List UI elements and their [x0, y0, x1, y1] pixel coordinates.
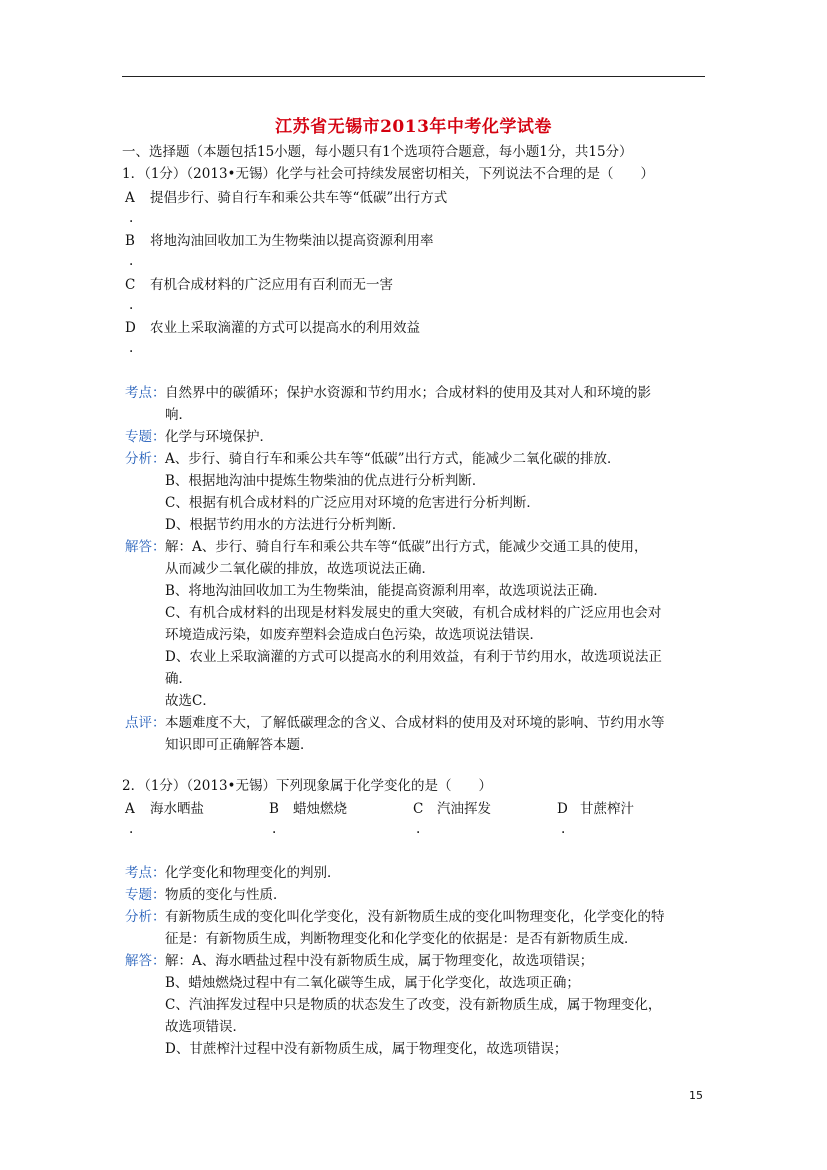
q1-dianping-label: 点评：: [125, 715, 166, 731]
q2-option-d-dot: .: [561, 821, 566, 837]
q1-fenxi-line: D、根据节约用水的方法进行分析判断．: [165, 517, 406, 533]
q2-kaodian-label: 考点：: [125, 865, 166, 881]
q1-option-d-dot: .: [129, 340, 134, 356]
q2-option-b-text: 蜡烛燃烧: [293, 801, 347, 817]
q2-option-b-dot: .: [272, 821, 277, 837]
q2-option-c-dot: .: [416, 821, 421, 837]
q1-kaodian-label: 考点：: [125, 385, 166, 401]
q1-fenxi-line: B、根据地沟油中提炼生物柴油的优点进行分析判断．: [165, 473, 486, 489]
q1-dianping-line-2: 知识即可正确解答本题．: [165, 737, 314, 753]
q2-option-c-text: 汽油挥发: [437, 801, 491, 817]
q1-jieda-line: 确．: [165, 671, 192, 687]
q2-option-a-letter: A: [125, 801, 135, 817]
q1-jieda-line: C、有机合成材料的出现是材料发展史的重大突破，有机合成材料的广泛应用也会对: [165, 605, 662, 621]
q2-fenxi-line-1: 有新物质生成的变化叫化学变化，没有新物质生成的变化叫物理变化，化学变化的特: [165, 909, 665, 925]
q1-option-c-text: 有机合成材料的广泛应用有百利而无一害: [150, 277, 393, 293]
q2-option-a-dot: .: [129, 821, 134, 837]
q2-zhuanti-label: 专题：: [125, 887, 166, 903]
q2-kaodian-text: 化学变化和物理变化的判别．: [165, 865, 341, 881]
q1-option-b-letter: B: [125, 233, 135, 249]
q2-option-a-text: 海水晒盐: [150, 801, 204, 817]
q1-jieda-line: 故选C．: [165, 693, 216, 709]
q1-zhuanti-text: 化学与环境保护．: [165, 429, 273, 445]
q1-fenxi-label: 分析：: [125, 451, 166, 467]
page-title: 江苏省无锡市2013年中考化学试卷: [275, 117, 552, 137]
q2-jieda-line: C、汽油挥发过程中只是物质的状态发生了改变，没有新物质生成，属于物理变化，: [165, 997, 662, 1013]
q1-jieda-line: B、将地沟油回收加工为生物柴油，能提高资源利用率，故选项说法正确．: [165, 583, 607, 599]
q2-jieda-label: 解答：: [125, 953, 166, 969]
q1-dianping-line-1: 本题难度不大，了解低碳理念的含义、合成材料的使用及对环境的影响、节约用水等: [165, 715, 665, 731]
q1-option-b-dot: .: [129, 253, 134, 269]
q1-option-c-letter: C: [125, 277, 136, 293]
q2-jieda-line: B、蜡烛燃烧过程中有二氧化碳等生成，属于化学变化，故选项正确；: [165, 975, 580, 991]
header-rule: [122, 76, 705, 77]
q2-option-c-letter: C: [413, 801, 424, 817]
q1-option-d-letter: D: [125, 320, 136, 336]
q2-jieda-line: D、甘蔗榨汁过程中没有新物质生成，属于物理变化，故选项错误；: [165, 1041, 568, 1057]
q1-option-d-text: 农业上采取滴灌的方式可以提高水的利用效益: [150, 320, 420, 336]
q1-fenxi-line: A、步行、骑自行车和乘公共车等“低碳”出行方式，能减少二氧化碳的排放．: [165, 451, 621, 467]
page-number: 15: [689, 1089, 703, 1102]
q2-option-d-letter: D: [557, 801, 568, 817]
q1-option-c-dot: .: [129, 297, 134, 313]
q2-zhuanti-text: 物质的变化与性质．: [165, 887, 287, 903]
q1-kaodian-line-1: 自然界中的碳循环；保护水资源和节约用水；合成材料的使用及其对人和环境的影: [165, 385, 651, 401]
q2-fenxi-label: 分析：: [125, 909, 166, 925]
q1-option-a-letter: A: [125, 190, 135, 206]
q2-stem: 2．（1分）（2013•无锡）下列现象属于化学变化的是（ ）: [122, 778, 492, 794]
q1-jieda-line: 从而减少二氧化碳的排放，故选项说法正确．: [165, 561, 435, 577]
section-header: 一、选择题（本题包括15小题，每小题只有1个选项符合题意，每小题1分，共15分）: [122, 144, 633, 160]
q1-zhuanti-label: 专题：: [125, 429, 166, 445]
q1-stem: 1．（1分）（2013•无锡）化学与社会可持续发展密切相关，下列说法不合理的是（ ）: [122, 166, 654, 182]
q2-fenxi-line-2: 征是：有新物质生成，判断物理变化和化学变化的依据是：是否有新物质生成．: [165, 931, 638, 947]
q1-jieda-label: 解答：: [125, 539, 166, 555]
q2-jieda-line: 解：A、海水晒盐过程中没有新物质生成，属于物理变化，故选项错误；: [165, 953, 594, 969]
q2-option-d-text: 甘蔗榨汁: [580, 801, 634, 817]
q1-option-a-dot: .: [129, 210, 134, 226]
q1-fenxi-line: C、根据有机合成材料的广泛应用对环境的危害进行分析判断．: [165, 495, 540, 511]
q1-kaodian-line-2: 响．: [165, 407, 192, 423]
q1-jieda-line: 环境造成污染，如废弃塑料会造成白色污染，故选项说法错误．: [165, 627, 543, 643]
q2-option-b-letter: B: [269, 801, 279, 817]
q1-option-b-text: 将地沟油回收加工为生物柴油以提高资源利用率: [150, 233, 434, 249]
q1-jieda-line: 解：A、步行、骑自行车和乘公共车等“低碳”出行方式，能减少交通工具的使用，: [165, 539, 648, 555]
q1-option-a-text: 提倡步行、骑自行车和乘公共车等“低碳”出行方式: [150, 190, 448, 206]
q2-jieda-line: 故选项错误．: [165, 1019, 246, 1035]
q1-jieda-line: D、农业上采取滴灌的方式可以提高水的利用效益，有利于节约用水，故选项说法正: [165, 649, 662, 665]
